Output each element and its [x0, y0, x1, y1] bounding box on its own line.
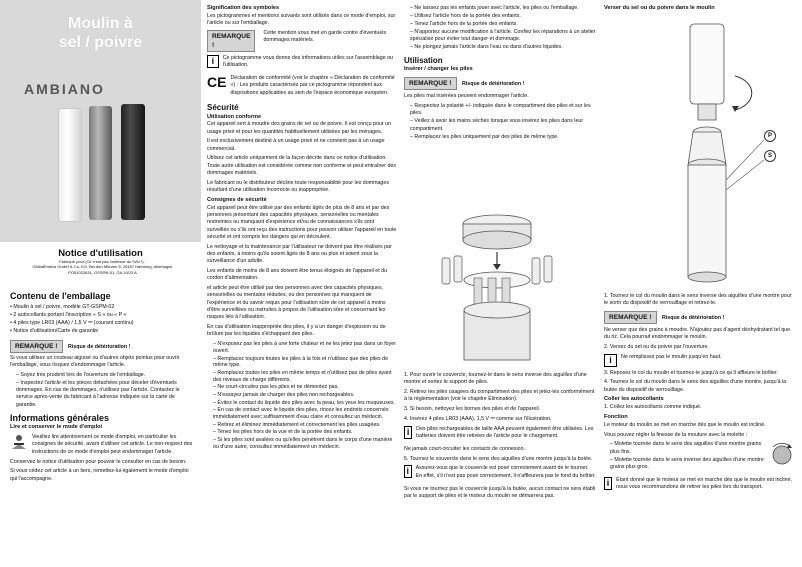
sticker-step: 1. Collez les autocollants comme indiqué. — [604, 404, 702, 411]
step-4: 4. Tournez le col du moulin dans le sens des aiguilles d'une montre, jusqu'à la butée du dispositif de verrouillage. — [604, 379, 787, 393]
list-item: – Molette tournée dans le sens inverse des aiguilles d'une montre grains plus gros. — [610, 456, 764, 470]
info-icon: i — [604, 477, 612, 490]
list-item: – Ne plongez jamais l'article dans l'eau ou dans d'autres liquides. — [410, 44, 563, 51]
step-2: 2. Versez du sel ou du poivre par l'ouverture. — [604, 343, 709, 350]
fill-heading-wrap — [604, 5, 796, 13]
info-icon: i — [207, 55, 219, 68]
security-p2: Il est exclusivement destiné à un usage privé et ne convient pas à un usage commercial. — [207, 138, 385, 152]
list-item: – Ne court-circuitez pas les piles et ne démontez pas. — [213, 384, 339, 391]
ce-mark-icon: CE — [207, 74, 227, 91]
security-p5: Cet appareil peut être utilisé par des enfants âgés de plus de 8 ans et par des personnes présentant des capacités physiques, sensorielles ou mentales restreintes ou manquant d'expérience et/ou de connaissances s'ils sont surveillés ou s'ils ont reçu des instructions pour pouvoir utiliser l'appareil en toute sécurité et ont compris les dangers qui en découlent. — [207, 204, 397, 240]
warning-title: Risque de détérioration ! — [661, 314, 725, 321]
list-item: – N'essayez jamais de charger des piles non rechargeables. — [213, 392, 355, 399]
security-p7: Les enfants de moins de 8 ans doivent être tenus éloignés de l'appareil et du cordon d'alimentation. — [207, 268, 388, 282]
general-text2: Conservez le notice d'utilisation pour pouvoir le consulter en cas de besoin. — [10, 458, 187, 465]
step-1: 1. Tournez le col du moulin dans le sens inverse des aiguilles d'une montre pour le sortir du dispositif de verrouillage et retirez-le. — [604, 293, 792, 307]
list-item: – Si les piles sont avalées ou qu'elles pénètrent dans le corps d'une manière ou d'une autre, consultez immédiatement un médecin. — [213, 436, 393, 450]
symbols-warning-text: Cette mention vous met en garde contre d'éventuels dommages matériels. — [263, 29, 387, 44]
list-item: – En cas de contact avec le liquide des piles, rincez les endroits concernés immédiatement avec suffisamment d'eau claire et consultez un médecin. — [213, 407, 389, 421]
general-text1: Veuillez lire attentivement ce mode d'emploi, en particulier les consignes de sécurité, avant d'utiliser cet article. Le non-respect des instructions de ce mode d'emploi peut endommager l'article. — [32, 434, 193, 455]
black-grinder — [121, 104, 145, 220]
security-p3: Utilisez cet article uniquement de la façon décrite dans ce notice d'utilisation. Toute autre utilisation est considérée comme non conforme et peut entraîner des dommages matériels. — [207, 155, 397, 177]
warning-text: Si vous utilisez un couteau aiguisé ou d'autres objets pointus pour ouvrir l'emballage, vous risquez d'endommager l'article. — [10, 354, 180, 369]
label-s-badge: S — [764, 150, 776, 162]
list-item: – Remplacez les piles uniquement par des piles de même type. — [410, 133, 559, 140]
cover-title: Moulin à sel / poivre — [58, 15, 143, 52]
list-item: – Molette tournée dans le sens des aiguilles d'une montre grains plus fins. — [610, 441, 762, 455]
list-item: – Utilisez l'article hors de la portée des enfants. — [410, 12, 521, 19]
brand-logo: AMBIANO — [24, 81, 105, 97]
battery-illustration — [432, 210, 562, 370]
column-3-top — [404, 5, 596, 143]
list-item: – Inspectez l'article et les pièces détachées pour déceler d'éventuels dommages. En cas de dommages, n'utilisez pas l'article. Contactez le service après-vente du fabricant à l'adresse indiquée sur la carte de garantie. — [16, 379, 180, 408]
security-p1: Cet appareil sert à moudre des grains de sel ou de poivre. Il est conçu pour un usage privé et pour les quantités habituellement utilisées par les ménages. — [207, 121, 392, 135]
warning-title: Risque de détérioration ! — [67, 343, 131, 350]
function-p3: Vous pouvez régler la finesse de la mouture avec la molette : — [604, 431, 748, 438]
no-short-circuit: Ne jamais court-circuiter les contacts de connexion. — [404, 445, 525, 452]
security-sub1: Utilisation conforme — [207, 113, 262, 120]
list-item: • Moulin à sel / poivre, modèle GT-GSPM-02 — [10, 304, 115, 311]
general-heading: Informations générales — [10, 413, 110, 424]
step-3: 3. Si besoin, nettoyez les bornes des piles et de l'appareil. — [404, 406, 541, 413]
list-item: – Tenez l'article hors de la portée des enfants. — [410, 20, 518, 27]
list-item: – Soyez très prudent lors de l'ouverture de l'emballage. — [16, 371, 146, 378]
symbols-intro: Les pictogrammes et mentions suivants sont utilisés dans ce mode d'emploi, sur l'article ou sur l'emballage. — [207, 12, 396, 27]
warning-label: REMARQUE ! — [10, 340, 63, 353]
column-4 — [604, 293, 796, 494]
step-2: 2. Retirez les piles usagées du compartiment des piles et jetez-les conformément à la réglementation (voir le chapitre Élimination). — [404, 389, 595, 403]
list-item: – Respectez la polarité +/- indiquée dans le compartiment des piles et sur les piles. — [410, 103, 591, 117]
dial-icon — [768, 441, 796, 474]
usage-sub: Insérer / changer les piles — [404, 65, 473, 72]
fill-warning: Ne verser que des grains à moudre. N'ajoutez pas d'agent déshydratant tel que du riz. Cela pourrait endommager le moulin. — [604, 326, 791, 340]
info-icon: i — [404, 426, 412, 439]
label-p-badge: P — [764, 130, 776, 142]
list-item: – Veillez à avoir les mains sèches lorsque vous insérez les piles dans leur compartiment. — [410, 118, 584, 132]
contents-section — [10, 290, 196, 485]
step-3: 3. Reposez le col du moulin et tournez-le jusqu'à ce qu'il affleure le boîtier. — [604, 369, 778, 376]
general-subheading: Lire et conserver le mode d'emploi — [10, 424, 103, 431]
fill-heading: Verser du sel ou du poivre dans le moulin — [604, 5, 715, 11]
manufacturer-info: Fabriqué pour (Ce n'est pas l'adresse du SAV !) : GlobalEntrics GmbH & Co. KG, Bei den Mühren 5, 20457 Hamburg, Allemagne PO51022631, GSSPM-01, GA 19/23 A — [32, 259, 173, 275]
info-transport: Étant donné que le moteur se met en marche dès que le moulin est incliné, nous vous recommandons de retirer les piles lors du transport. — [616, 476, 792, 491]
notice-title: Notice d'utilisation — [58, 248, 143, 259]
list-item: – Remplacez toujours toutes les piles à la fois et n'utilisez que des piles de même type. — [213, 355, 389, 369]
white-grinder — [58, 108, 82, 222]
security-p8: et article peut être utilisé par des personnes avec des capacités physiques, sensorielles ou mentales réduites, ou des personnes qui manquent de l'expérience et du savoir requis pour l'utilisation sûre de cet appareil à moins d'être surveillées ou instruites à propos de l'utilisation sûre et concernant les risques liés à l'utilisation. — [207, 285, 386, 321]
security-p9: En cas d'utilisation inappropriée des piles, il y a un danger d'explosion ou de brûlure par les liquides s'échappant des piles. — [207, 324, 386, 338]
function-p2: Le moteur du moulin se met en marche dès que le moulin est incliné. — [604, 421, 766, 428]
info-no-overfill: Ne remplissez pas le moulin jusqu'en haut. — [621, 353, 722, 360]
step-1: 1. Pour ouvrir le couvercle, tournez-le dans le sens inverse des aiguilles d'une montre et sortez le support de piles. — [404, 372, 587, 386]
warning-label: REMARQUE ! — [207, 30, 255, 52]
info-lid: Assurez-vous que le couvercle est posé correctement avant de le tourner. En effet, s'il n'est pas posé correctement, il n'affleurera pas le fond du boîtier. — [415, 465, 596, 479]
list-item: • 2 autocollants portant l'inscription « S » ou « P » — [10, 312, 127, 319]
security-sub2: Consignes de sécurité — [207, 196, 267, 203]
warning-title: Risque de détérioration ! — [461, 81, 525, 88]
info-icon: i — [604, 354, 617, 367]
step-5: 5. Tournez le couvercle dans le sens des aiguilles d'une montre jusqu'à la butée. — [404, 455, 593, 462]
list-item: – Évitez le contact du liquide des piles avec la peau, les yeux les muqueuses. — [213, 399, 395, 406]
symbols-info-text: Ce pictogramme vous donne des informations utiles sur l'assemblage ou l'utilisation. — [222, 55, 394, 69]
column-2 — [207, 5, 397, 452]
read-manual-icon — [10, 434, 28, 450]
warning-label: REMARQUE ! — [604, 311, 657, 324]
usage-heading: Utilisation — [404, 55, 443, 65]
info-icon: i — [404, 465, 412, 478]
function-heading: Fonction — [604, 413, 628, 420]
general-text3: Si vous cédez cet article à un tiers, remettez-lui également le mode d'emploi qui l'accompagne. — [10, 468, 189, 482]
step-4: 4. Insérez 4 piles LR03 (AAA), 1,5 V ⎓ comme sur l'illustration. — [404, 415, 552, 422]
warning-label: REMARQUE ! — [404, 77, 457, 90]
list-item: – Ne laissez pas les enfants jouer avec l'article, les piles ou l'emballage. — [410, 5, 579, 11]
column-3-bottom — [404, 372, 596, 503]
list-item: – N'apportez aucune modification à l'article. Confiez les réparations à un atelier spécialisé pour éviter tout danger et dommage. — [410, 28, 596, 43]
list-item: • Notice d'utilisation/Carte de garantie — [10, 328, 99, 335]
symbols-heading: Signification des symboles — [207, 5, 280, 11]
info-rechargeable: Des piles rechargeables de taille AAA peuvent également être utilisées. Les batteries doivent être retirées de l'article pour le chargement. — [416, 425, 594, 440]
security-p6: Le nettoyage et la maintenance par l'utilisateur ne doivent pas être réalisés par des enfants, à moins qu'ils soient âgés de 8 ans ou plus et soient sous la surveillance d'un adulte. — [207, 243, 392, 265]
list-item: – Tenez les piles hors de la vue et de la portée des enfants. — [213, 429, 353, 436]
lid-note: Si vous ne tournez pas le couvercle jusqu'à la butée, aucun contact ne sera établi par le support de piles et le moteur du moulin ne démarrera pas. — [404, 485, 596, 499]
contents-heading: Contenu de l'emballage — [10, 291, 111, 301]
list-item: – Retirez et éliminez immédiatement et correctement les piles usagées. — [213, 421, 381, 428]
list-item: – Remplacez toutes les piles en même temps et n'utilisez pas de piles ayant des niveaux de charge différents. — [213, 370, 392, 383]
symbols-ce-text: Déclaration de conformité (voir le chapitre « Déclaration de conformité ») : Les produits caractérisés par ce pictogramme répondent aux dispositions applicables au sein de l'espace économique européen. — [230, 75, 395, 96]
security-p4: Le fabricant ou le distributeur décline toute responsabilité pour les dommages résultant d'une utilisation incorrecte ou inappropriée. — [207, 179, 389, 194]
list-item: • 4 piles type LR03 (AAA) / 1,5 V ⎓ (courant continu) — [10, 320, 134, 327]
security-heading: Sécurité — [207, 103, 239, 113]
list-item: – N'exposez pas les piles à une forte chaleur et ne les jetez pas dans un foyer ouvert. — [213, 341, 396, 355]
silver-grinder — [89, 106, 112, 220]
stickers-heading: Coller les autocollants — [604, 396, 664, 403]
grinder-illustration — [640, 20, 790, 290]
usage-p1: Les piles mal insérées peuvent endommager l'article. — [404, 93, 529, 100]
